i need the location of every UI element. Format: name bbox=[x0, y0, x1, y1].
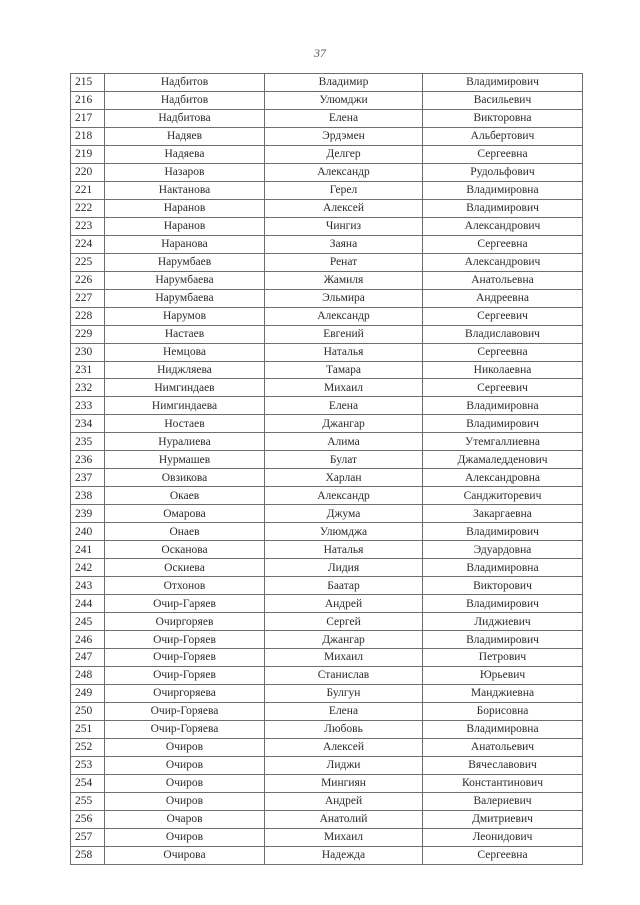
table-row bbox=[71, 613, 583, 631]
first-name-cell: Алексей bbox=[265, 199, 423, 217]
first-name-cell: Наталья bbox=[265, 541, 423, 559]
table-row bbox=[71, 343, 583, 361]
first-name-cell: Герел bbox=[265, 181, 423, 199]
last-name-cell: Очиргоряева bbox=[105, 684, 265, 702]
last-name-cell: Очир-Горяева bbox=[105, 720, 265, 738]
last-name-cell: Наранова bbox=[105, 235, 265, 253]
row-number: 240 bbox=[71, 523, 105, 541]
first-name-cell: Алима bbox=[265, 433, 423, 451]
first-name-cell: Эрдэмен bbox=[265, 127, 423, 145]
table-row bbox=[71, 451, 583, 469]
first-name-cell: Александр bbox=[265, 307, 423, 325]
page-number: 37 bbox=[314, 46, 326, 60]
table-row bbox=[71, 181, 583, 199]
patronymic-cell: Юрьевич bbox=[423, 666, 583, 684]
row-number: 224 bbox=[71, 235, 105, 253]
patronymic-cell: Владимирович bbox=[423, 415, 583, 433]
table-row bbox=[71, 289, 583, 307]
first-name-cell: Елена bbox=[265, 109, 423, 127]
patronymic-cell: Васильевич bbox=[423, 91, 583, 109]
first-name-cell: Улюмджа bbox=[265, 523, 423, 541]
table-row bbox=[71, 74, 583, 92]
table-row bbox=[71, 307, 583, 325]
last-name-cell: Очиров bbox=[105, 738, 265, 756]
first-name-cell: Надежда bbox=[265, 846, 423, 864]
patronymic-cell: Петрович bbox=[423, 649, 583, 667]
table-row bbox=[71, 577, 583, 595]
patronymic-cell: Викторович bbox=[423, 577, 583, 595]
first-name-cell: Михаил bbox=[265, 649, 423, 667]
names-table-body bbox=[71, 74, 583, 865]
table-row bbox=[71, 702, 583, 720]
first-name-cell: Сергей bbox=[265, 613, 423, 631]
first-name-cell: Елена bbox=[265, 397, 423, 415]
first-name-cell: Станислав bbox=[265, 666, 423, 684]
first-name-cell: Булгун bbox=[265, 684, 423, 702]
table-row bbox=[71, 91, 583, 109]
last-name-cell: Надбитова bbox=[105, 109, 265, 127]
row-number: 218 bbox=[71, 127, 105, 145]
row-number: 242 bbox=[71, 559, 105, 577]
patronymic-cell: Лиджиевич bbox=[423, 613, 583, 631]
table-row bbox=[71, 271, 583, 289]
last-name-cell: Настаев bbox=[105, 325, 265, 343]
patronymic-cell: Владимирович bbox=[423, 74, 583, 92]
last-name-cell: Очиров bbox=[105, 774, 265, 792]
first-name-cell: Лидия bbox=[265, 559, 423, 577]
patronymic-cell: Александрович bbox=[423, 217, 583, 235]
last-name-cell: Нимгиндаев bbox=[105, 379, 265, 397]
table-row bbox=[71, 253, 583, 271]
last-name-cell: Ностаев bbox=[105, 415, 265, 433]
last-name-cell: Наранов bbox=[105, 217, 265, 235]
last-name-cell: Нактанова bbox=[105, 181, 265, 199]
row-number: 245 bbox=[71, 613, 105, 631]
row-number: 235 bbox=[71, 433, 105, 451]
first-name-cell: Михаил bbox=[265, 379, 423, 397]
first-name-cell: Елена bbox=[265, 702, 423, 720]
patronymic-cell: Владимировна bbox=[423, 559, 583, 577]
first-name-cell: Любовь bbox=[265, 720, 423, 738]
table-row bbox=[71, 738, 583, 756]
first-name-cell: Андрей bbox=[265, 595, 423, 613]
table-row bbox=[71, 774, 583, 792]
first-name-cell: Александр bbox=[265, 163, 423, 181]
last-name-cell: Онаев bbox=[105, 523, 265, 541]
row-number: 257 bbox=[71, 828, 105, 846]
first-name-cell: Лиджи bbox=[265, 756, 423, 774]
first-name-cell: Джума bbox=[265, 505, 423, 523]
table-row bbox=[71, 666, 583, 684]
last-name-cell: Очир-Горяев bbox=[105, 666, 265, 684]
table-row bbox=[71, 217, 583, 235]
patronymic-cell: Леонидович bbox=[423, 828, 583, 846]
first-name-cell: Джангар bbox=[265, 415, 423, 433]
patronymic-cell: Закаргаевна bbox=[423, 505, 583, 523]
patronymic-cell: Джамаледденович bbox=[423, 451, 583, 469]
patronymic-cell: Константинович bbox=[423, 774, 583, 792]
row-number: 258 bbox=[71, 846, 105, 864]
patronymic-cell: Владимировна bbox=[423, 720, 583, 738]
first-name-cell: Харлан bbox=[265, 469, 423, 487]
table-row bbox=[71, 199, 583, 217]
row-number: 230 bbox=[71, 343, 105, 361]
table-row bbox=[71, 505, 583, 523]
patronymic-cell: Сергеевна bbox=[423, 343, 583, 361]
last-name-cell: Очиров bbox=[105, 792, 265, 810]
first-name-cell: Евгений bbox=[265, 325, 423, 343]
patronymic-cell: Сергеевна bbox=[423, 846, 583, 864]
row-number: 227 bbox=[71, 289, 105, 307]
table-row bbox=[71, 684, 583, 702]
table-row bbox=[71, 649, 583, 667]
first-name-cell: Михаил bbox=[265, 828, 423, 846]
row-number: 229 bbox=[71, 325, 105, 343]
row-number: 251 bbox=[71, 720, 105, 738]
row-number: 228 bbox=[71, 307, 105, 325]
row-number: 216 bbox=[71, 91, 105, 109]
table-row bbox=[71, 325, 583, 343]
last-name-cell: Очиров bbox=[105, 756, 265, 774]
first-name-cell: Андрей bbox=[265, 792, 423, 810]
row-number: 225 bbox=[71, 253, 105, 271]
patronymic-cell: Анатольевич bbox=[423, 738, 583, 756]
table-row bbox=[71, 433, 583, 451]
first-name-cell: Ренат bbox=[265, 253, 423, 271]
row-number: 244 bbox=[71, 595, 105, 613]
last-name-cell: Нуралиева bbox=[105, 433, 265, 451]
row-number: 231 bbox=[71, 361, 105, 379]
last-name-cell: Нурмашев bbox=[105, 451, 265, 469]
first-name-cell: Мингиян bbox=[265, 774, 423, 792]
last-name-cell: Нимгиндаева bbox=[105, 397, 265, 415]
last-name-cell: Оскиева bbox=[105, 559, 265, 577]
patronymic-cell: Александровна bbox=[423, 469, 583, 487]
first-name-cell: Заяна bbox=[265, 235, 423, 253]
row-number: 250 bbox=[71, 702, 105, 720]
row-number: 236 bbox=[71, 451, 105, 469]
last-name-cell: Очир-Гаряев bbox=[105, 595, 265, 613]
last-name-cell: Очир-Горяева bbox=[105, 702, 265, 720]
row-number: 248 bbox=[71, 666, 105, 684]
table-row bbox=[71, 720, 583, 738]
row-number: 232 bbox=[71, 379, 105, 397]
table-row bbox=[71, 756, 583, 774]
patronymic-cell: Рудольфович bbox=[423, 163, 583, 181]
patronymic-cell: Андреевна bbox=[423, 289, 583, 307]
patronymic-cell: Владимировна bbox=[423, 181, 583, 199]
patronymic-cell: Дмитриевич bbox=[423, 810, 583, 828]
row-number: 247 bbox=[71, 649, 105, 667]
patronymic-cell: Владимирович bbox=[423, 595, 583, 613]
table-row bbox=[71, 361, 583, 379]
patronymic-cell: Манджиевна bbox=[423, 684, 583, 702]
first-name-cell: Алексей bbox=[265, 738, 423, 756]
patronymic-cell: Александрович bbox=[423, 253, 583, 271]
table-row bbox=[71, 523, 583, 541]
table-row bbox=[71, 559, 583, 577]
table-row bbox=[71, 235, 583, 253]
row-number: 226 bbox=[71, 271, 105, 289]
last-name-cell: Надяева bbox=[105, 145, 265, 163]
last-name-cell: Немцова bbox=[105, 343, 265, 361]
table-row bbox=[71, 487, 583, 505]
first-name-cell: Баатар bbox=[265, 577, 423, 595]
last-name-cell: Овзикова bbox=[105, 469, 265, 487]
row-number: 254 bbox=[71, 774, 105, 792]
table-row bbox=[71, 810, 583, 828]
table-row bbox=[71, 469, 583, 487]
row-number: 246 bbox=[71, 631, 105, 649]
row-number: 256 bbox=[71, 810, 105, 828]
patronymic-cell: Владимирович bbox=[423, 199, 583, 217]
last-name-cell: Очаров bbox=[105, 810, 265, 828]
table-row bbox=[71, 163, 583, 181]
row-number: 223 bbox=[71, 217, 105, 235]
row-number: 234 bbox=[71, 415, 105, 433]
first-name-cell: Чингиз bbox=[265, 217, 423, 235]
last-name-cell: Очиргоряев bbox=[105, 613, 265, 631]
first-name-cell: Делгер bbox=[265, 145, 423, 163]
table-row bbox=[71, 127, 583, 145]
table-row bbox=[71, 415, 583, 433]
last-name-cell: Очирова bbox=[105, 846, 265, 864]
row-number: 219 bbox=[71, 145, 105, 163]
first-name-cell: Джангар bbox=[265, 631, 423, 649]
first-name-cell: Анатолий bbox=[265, 810, 423, 828]
first-name-cell: Улюмджи bbox=[265, 91, 423, 109]
last-name-cell: Надбитов bbox=[105, 91, 265, 109]
table-row bbox=[71, 397, 583, 415]
first-name-cell: Эльмира bbox=[265, 289, 423, 307]
last-name-cell: Очиров bbox=[105, 828, 265, 846]
patronymic-cell: Владимирович bbox=[423, 631, 583, 649]
names-table bbox=[70, 73, 583, 865]
patronymic-cell: Викторовна bbox=[423, 109, 583, 127]
row-number: 237 bbox=[71, 469, 105, 487]
first-name-cell: Булат bbox=[265, 451, 423, 469]
patronymic-cell: Владимировна bbox=[423, 397, 583, 415]
row-number: 252 bbox=[71, 738, 105, 756]
last-name-cell: Осканова bbox=[105, 541, 265, 559]
last-name-cell: Нарумбаева bbox=[105, 271, 265, 289]
row-number: 222 bbox=[71, 199, 105, 217]
table-row bbox=[71, 109, 583, 127]
patronymic-cell: Вячеславович bbox=[423, 756, 583, 774]
last-name-cell: Нарумбаев bbox=[105, 253, 265, 271]
last-name-cell: Отхонов bbox=[105, 577, 265, 595]
last-name-cell: Наранов bbox=[105, 199, 265, 217]
row-number: 243 bbox=[71, 577, 105, 595]
last-name-cell: Нарумбаева bbox=[105, 289, 265, 307]
row-number: 221 bbox=[71, 181, 105, 199]
patronymic-cell: Сергеевич bbox=[423, 379, 583, 397]
last-name-cell: Надяев bbox=[105, 127, 265, 145]
row-number: 238 bbox=[71, 487, 105, 505]
first-name-cell: Наталья bbox=[265, 343, 423, 361]
table-row bbox=[71, 145, 583, 163]
table-row bbox=[71, 828, 583, 846]
patronymic-cell: Эдуардовна bbox=[423, 541, 583, 559]
table-row bbox=[71, 846, 583, 864]
row-number: 215 bbox=[71, 74, 105, 92]
patronymic-cell: Владимирович bbox=[423, 523, 583, 541]
last-name-cell: Назаров bbox=[105, 163, 265, 181]
last-name-cell: Очир-Горяев bbox=[105, 631, 265, 649]
first-name-cell: Владимир bbox=[265, 74, 423, 92]
row-number: 233 bbox=[71, 397, 105, 415]
patronymic-cell: Сергеевна bbox=[423, 235, 583, 253]
patronymic-cell: Сергеевна bbox=[423, 145, 583, 163]
first-name-cell: Александр bbox=[265, 487, 423, 505]
row-number: 253 bbox=[71, 756, 105, 774]
table-row bbox=[71, 541, 583, 559]
row-number: 249 bbox=[71, 684, 105, 702]
table-row bbox=[71, 792, 583, 810]
table-row bbox=[71, 379, 583, 397]
last-name-cell: Нарумов bbox=[105, 307, 265, 325]
patronymic-cell: Владиславович bbox=[423, 325, 583, 343]
patronymic-cell: Альбертович bbox=[423, 127, 583, 145]
patronymic-cell: Борисовна bbox=[423, 702, 583, 720]
last-name-cell: Омарова bbox=[105, 505, 265, 523]
row-number: 255 bbox=[71, 792, 105, 810]
patronymic-cell: Николаевна bbox=[423, 361, 583, 379]
last-name-cell: Надбитов bbox=[105, 74, 265, 92]
patronymic-cell: Утемгаллиевна bbox=[423, 433, 583, 451]
last-name-cell: Очир-Горяев bbox=[105, 649, 265, 667]
last-name-cell: Окаев bbox=[105, 487, 265, 505]
row-number: 217 bbox=[71, 109, 105, 127]
last-name-cell: Ниджляева bbox=[105, 361, 265, 379]
table-row bbox=[71, 631, 583, 649]
table-row bbox=[71, 595, 583, 613]
row-number: 220 bbox=[71, 163, 105, 181]
row-number: 241 bbox=[71, 541, 105, 559]
patronymic-cell: Валериевич bbox=[423, 792, 583, 810]
patronymic-cell: Анатольевна bbox=[423, 271, 583, 289]
patronymic-cell: Санджиторевич bbox=[423, 487, 583, 505]
first-name-cell: Жамиля bbox=[265, 271, 423, 289]
first-name-cell: Тамара bbox=[265, 361, 423, 379]
row-number: 239 bbox=[71, 505, 105, 523]
patronymic-cell: Сергеевич bbox=[423, 307, 583, 325]
